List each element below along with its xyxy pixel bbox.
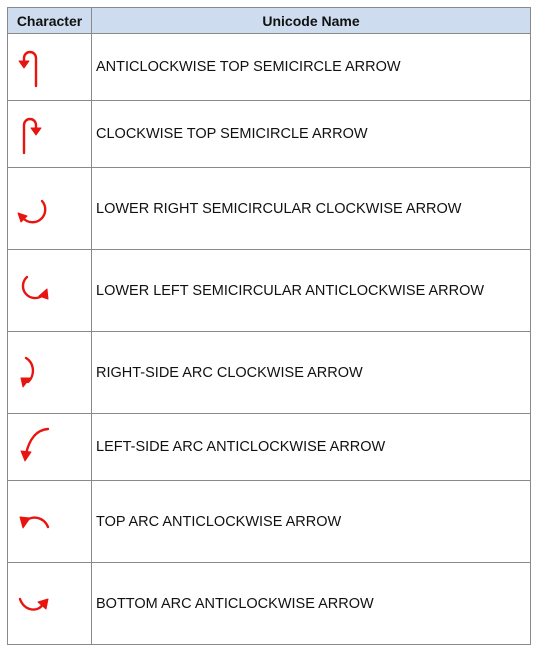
unicode-name-cell: LOWER LEFT SEMICIRCULAR ANTICLOCKWISE ARROW xyxy=(92,250,531,332)
table-row xyxy=(8,34,531,101)
anticlockwise-top-semicircle-arrow-icon xyxy=(12,44,54,90)
unicode-name-cell: TOP ARC ANTICLOCKWISE ARROW xyxy=(92,481,531,563)
table-row xyxy=(8,563,531,645)
unicode-name-cell: LEFT-SIDE ARC ANTICLOCKWISE ARROW xyxy=(92,414,531,481)
table-row xyxy=(8,481,531,563)
character-cell xyxy=(8,414,92,481)
character-cell xyxy=(8,563,92,645)
unicode-name-cell: ANTICLOCKWISE TOP SEMICIRCLE ARROW xyxy=(92,34,531,101)
character-cell xyxy=(8,481,92,563)
table-row xyxy=(8,101,531,168)
character-cell xyxy=(8,101,92,168)
left-side-arc-anticlockwise-arrow-icon xyxy=(12,424,54,470)
character-cell xyxy=(8,34,92,101)
header-row xyxy=(8,8,531,34)
top-arc-anticlockwise-arrow-icon xyxy=(12,499,54,545)
character-cell xyxy=(8,168,92,250)
table-row xyxy=(8,414,531,481)
character-cell xyxy=(8,250,92,332)
unicode-name-column-header: Unicode Name xyxy=(92,8,531,34)
lower-right-semicircular-clockwise-arrow-icon xyxy=(12,186,54,232)
unicode-name-cell: LOWER RIGHT SEMICIRCULAR CLOCKWISE ARROW xyxy=(92,168,531,250)
unicode-arrow-table xyxy=(7,7,531,645)
table-row xyxy=(8,250,531,332)
unicode-name-cell: BOTTOM ARC ANTICLOCKWISE ARROW xyxy=(92,563,531,645)
character-column-header: Character xyxy=(8,8,92,34)
table-row xyxy=(8,332,531,414)
character-cell xyxy=(8,332,92,414)
lower-left-semicircular-anticlockwise-arrow-icon xyxy=(12,268,54,314)
clockwise-top-semicircle-arrow-icon xyxy=(12,111,54,157)
bottom-arc-anticlockwise-arrow-icon xyxy=(12,581,54,627)
table-row xyxy=(8,168,531,250)
unicode-name-cell: RIGHT-SIDE ARC CLOCKWISE ARROW xyxy=(92,332,531,414)
right-side-arc-clockwise-arrow-icon xyxy=(12,350,54,396)
unicode-name-cell: CLOCKWISE TOP SEMICIRCLE ARROW xyxy=(92,101,531,168)
